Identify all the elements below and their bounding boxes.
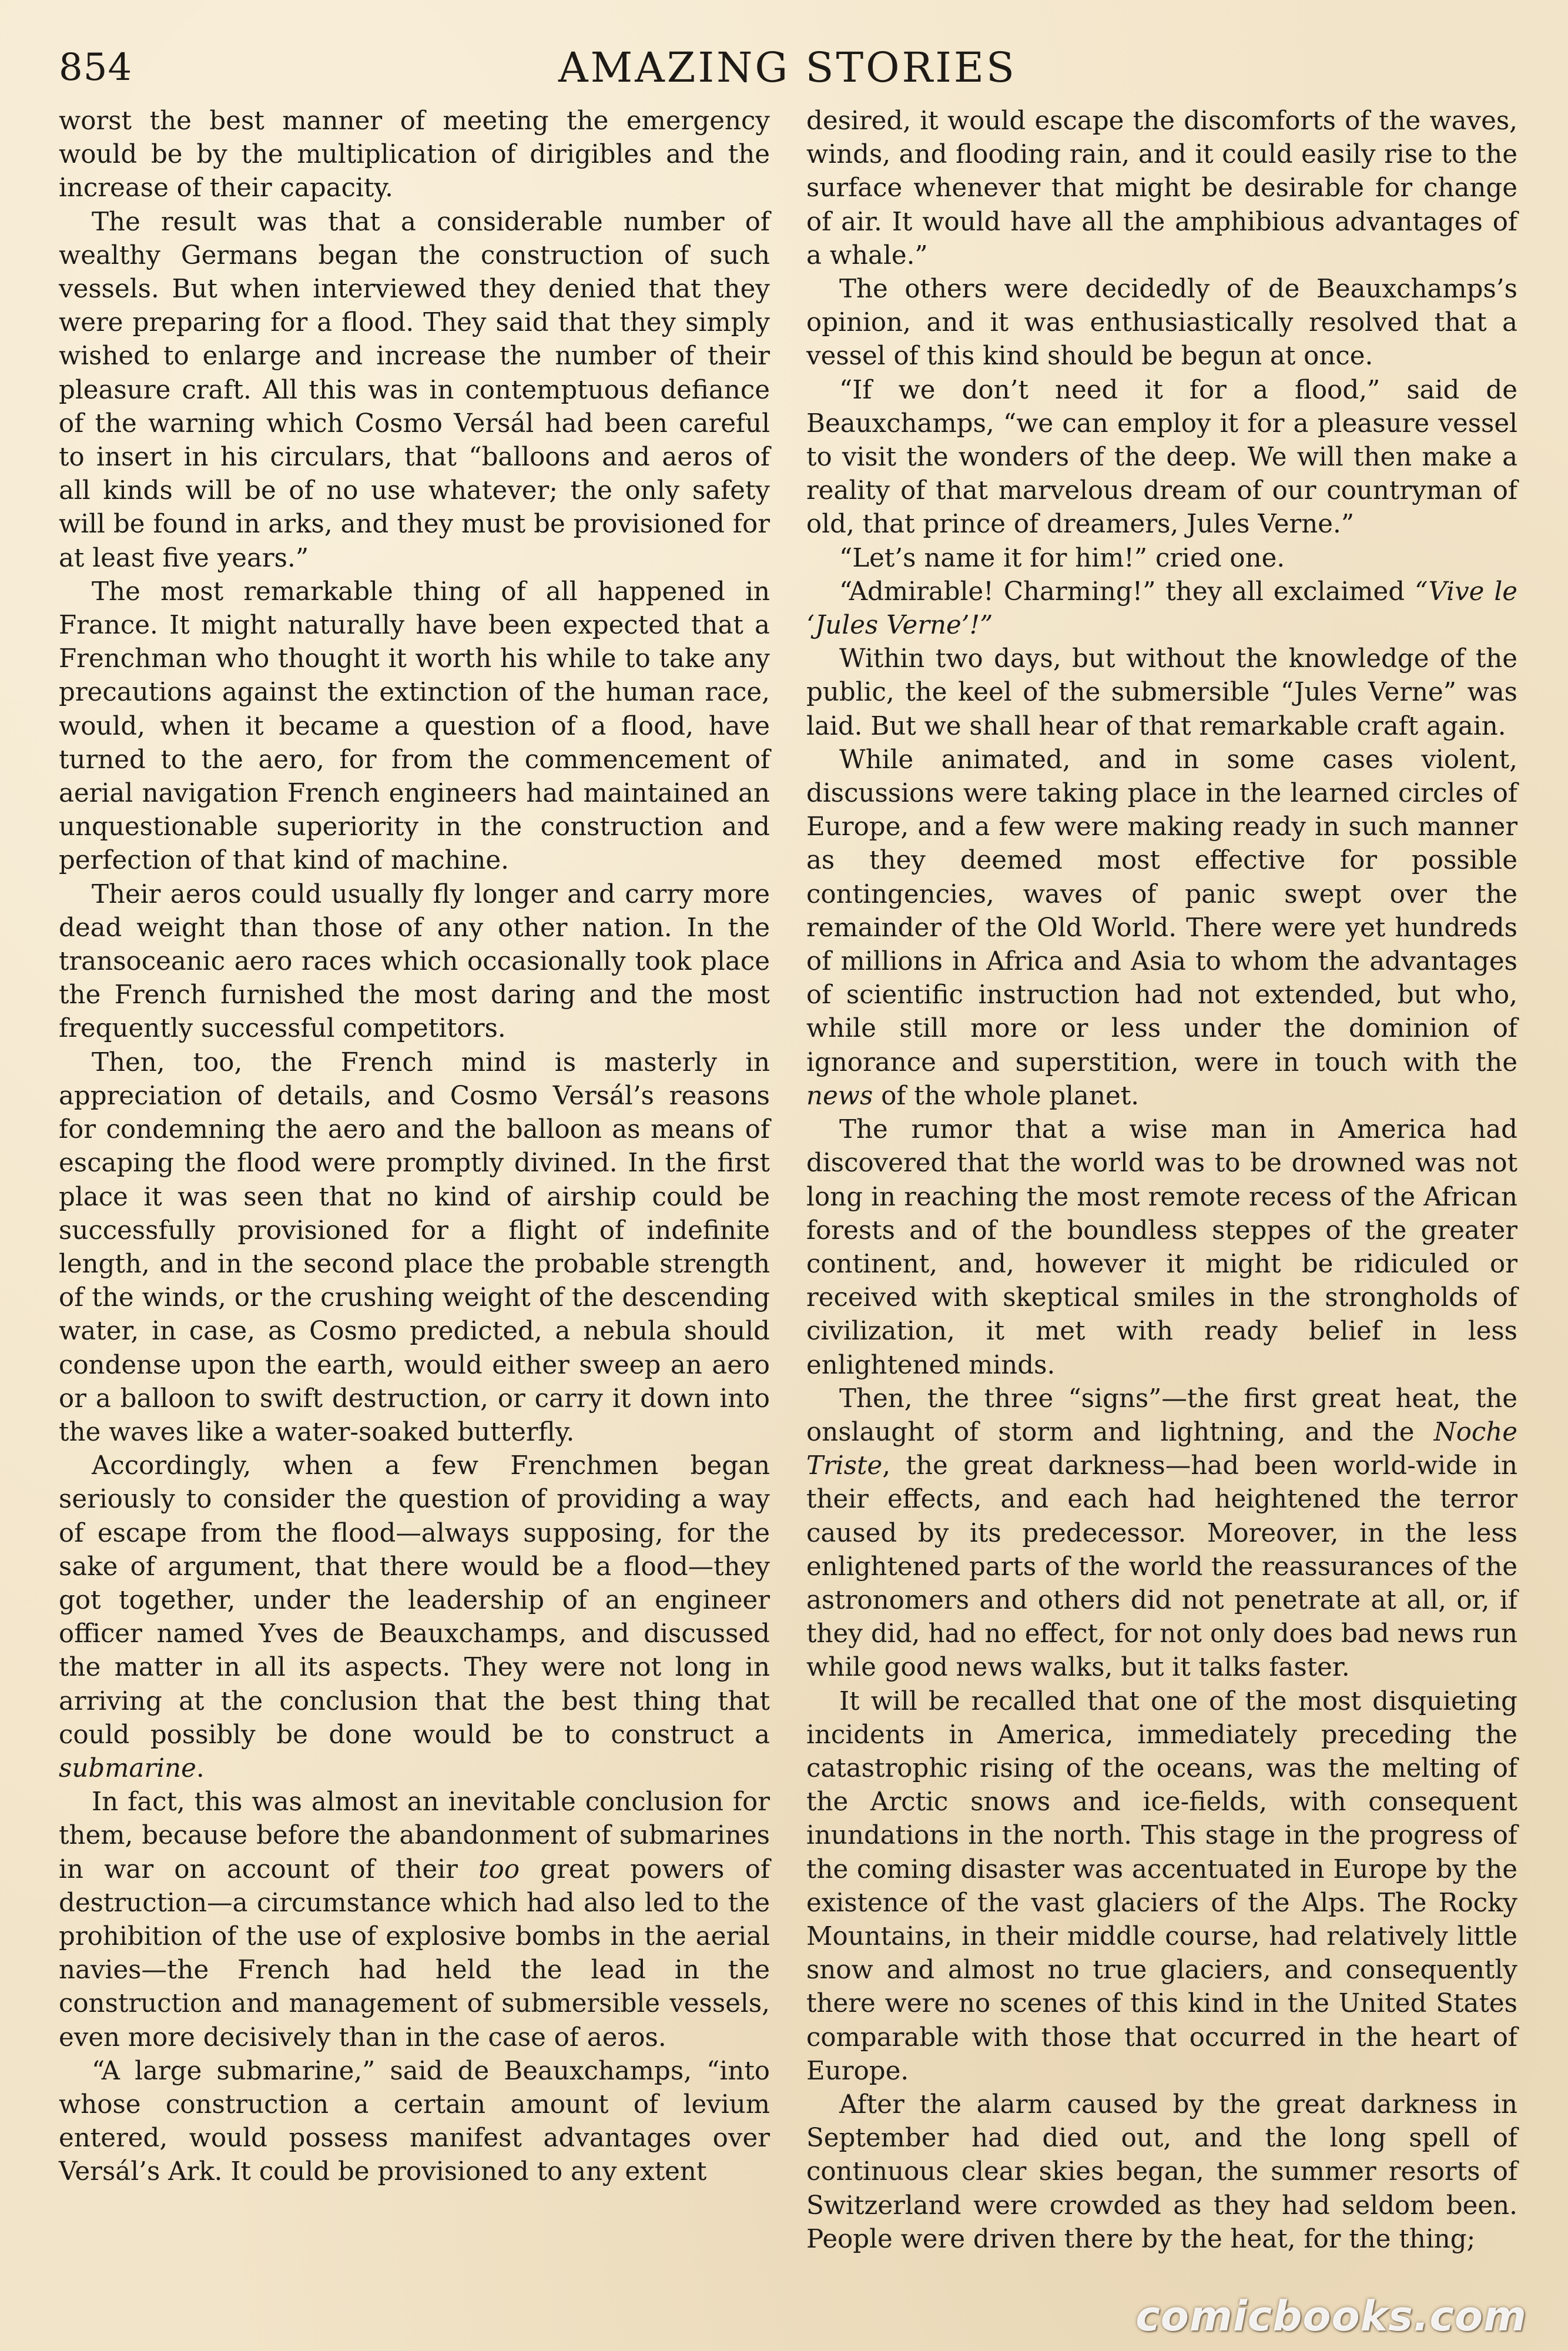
page-number: 854: [59, 46, 133, 89]
paragraph: worst the best manner of meeting the emergency would be by the multiplication of dirigibles and the increase of their capacity.: [59, 106, 770, 203]
right-column: [806, 105, 1517, 2256]
italic-phrase: Noche Triste: [806, 1417, 1517, 1481]
paragraph: “If we don’t need it for a flood,” said de Beauxchamps, “we can employ it for a pleasure vessel to visit the wonders of the deep. We will then make a reality of that marvelous dream of our countryman of old, that prince of dreamers, Jules Verne.”: [806, 375, 1517, 540]
watermark-logo: comicbooks.com: [1135, 2292, 1527, 2340]
italic-phrase: “Vive le ‘Jules Verne’!”: [806, 577, 1518, 641]
magazine-title: AMAZING STORIES: [558, 43, 1017, 92]
paragraph: The most remarkable thing of all happened in France. It might naturally have been expected that a Frenchman who thought it worth his while to take any precautions against the extinction of the human race, would, when it became a question of a flood, have turned to the aero, for from the commencement of aerial navigation French engineers had maintained an unquestionable superiority in the construction and perfection of that kind of machine.: [59, 577, 770, 876]
paragraph: Then, the three “signs”—the first great heat, the onslaught of storm and lightning, and the Noche Triste, the great darkness—had been world-wide in their effects, and each had heightened the terror caused by its predecessor. Moreover, in the less enlightened parts of the world the reassurances of the astronomers and others did not penetrate at all, or, if they did, had no effect, for not only does bad news run while good news walks, but it talks faster.: [806, 1384, 1517, 1683]
paragraph: In fact, this was almost an inevitable conclusion for them, because before the abandonment of submarines in war on account of their too great powers of destruction—a circumstance which had also led to the prohibition of the use of explosive bombs in the aerial navies—the French had held the lead in the construction and management of submersible vessels, even more decisively than in the case of aeros.: [59, 1787, 770, 2052]
paragraph: After the alarm caused by the great darkness in September had died out, and the long spell of continuous clear skies began, the summer resorts of Switzerland were crowded as they had seldom been. People were driven there by the heat, for the thing;: [806, 2089, 1517, 2254]
paragraph: Accordingly, when a few Frenchmen began seriously to consider the question of providing a way of escape from the flood—always supposing, for the sake of argument, that there would be a flood—they got together, under the leadership of an engineer officer named Yves de Beauxchamps, and discussed the matter in all its aspects. They were not long in arriving at the conclusion that the best thing that could possibly be done would be to construct a submarine.: [59, 1451, 770, 1783]
paragraph: The others were decidedly of de Beauxchamps’s opinion, and it was enthusiastically resolved that a vessel of this kind should be begun at once.: [806, 274, 1517, 371]
left-column: [59, 105, 770, 2189]
paragraph: Then, too, the French mind is masterly in appreciation of details, and Cosmo Versál’s reasons for condemning the aero and the balloon as means of escaping the flood were promptly divined. In the first place it was seen that no kind of airship could be successfully provisioned for a flight of indefinite length, and in the second place the probable strength of the winds, or the crushing weight of the descending water, in case, as Cosmo predicted, a nebula should condense upon the earth, would either sweep an aero or a balloon to swift destruction, or carry it down into the waves like a water-soaked butterfly.: [59, 1047, 770, 1447]
paragraph: The rumor that a wise man in America had discovered that the world was to be drowned was not long in reaching the most remote recess of the African forests and of the boundless steppes of the greater continent, and, however it might be ridiculed or received with skeptical smiles in the strongholds of civilization, it met with ready belief in less enlightened minds.: [806, 1115, 1517, 1380]
paragraph: “Admirable! Charming!” they all exclaimed “Vive le ‘Jules Verne’!”: [806, 577, 1518, 641]
paragraph: The result was that a considerable number of wealthy Germans began the construction of such vessels. But when interviewed they denied that they were preparing for a flood. They said that they simply wished to enlarge and increase the number of their pleasure craft. All this was in contemptuous defiance of the warning which Cosmo Versál had been careful to insert in his circulars, that “balloons and aeros of all kinds will be of no use whatever; the only safety will be found in arks, and they must be provisioned for at least five years.”: [59, 207, 770, 573]
italic-word: submarine: [59, 1753, 196, 1783]
italic-word: too: [478, 1854, 520, 1884]
paragraph: Within two days, but without the knowledge of the public, the keel of the submersible “Jules Verne” was laid. But we shall hear of that remarkable craft again.: [806, 644, 1517, 741]
paragraph: Their aeros could usually fly longer and carry more dead weight than those of any other nation. In the transoceanic aero races which occasionally took place the French furnished the most daring and the most frequently successful competitors.: [59, 879, 770, 1044]
paragraph: desired, it would escape the discomforts of the waves, winds, and flooding rain, and it could easily rise to the surface whenever that might be desirable for change of air. It would have all the amphibious advantages of a whale.”: [806, 106, 1517, 270]
page-header: [59, 40, 1516, 105]
italic-word: news: [806, 1081, 873, 1111]
paragraph: “A large submarine,” said de Beauxchamps, “into whose construction a certain amount of levium entered, would possess manifest advantages over Versál’s Ark. It could be provisioned to any extent: [59, 2056, 770, 2187]
paragraph: While animated, and in some cases violent, discussions were taking place in the learned circles of Europe, and a few were making ready in such manner as they deemed most effective for possible contingencies, waves of panic swept over the remainder of the Old World. There were yet hundreds of millions in Africa and Asia to whom the advantages of scientific instruction had not extended, but who, while still more or less under the dominion of ignorance and superstition, were in touch with the news of the whole planet.: [806, 745, 1517, 1111]
paragraph: It will be recalled that one of the most disquieting incidents in America, immediately preceding the catastrophic rising of the oceans, was the melting of the Arctic snows and ice-fields, with consequent inundations in the north. This stage in the progress of the coming disaster was accentuated in Europe by the existence of the vast glaciers of the Alps. The Rocky Mountains, in their middle course, had relatively little snow and almost no true glaciers, and consequently there were no scenes of this kind in the United States comparable with those that occurred in the heart of Europe.: [806, 1686, 1517, 2086]
paragraph: “Let’s name it for him!” cried one.: [839, 543, 1285, 573]
